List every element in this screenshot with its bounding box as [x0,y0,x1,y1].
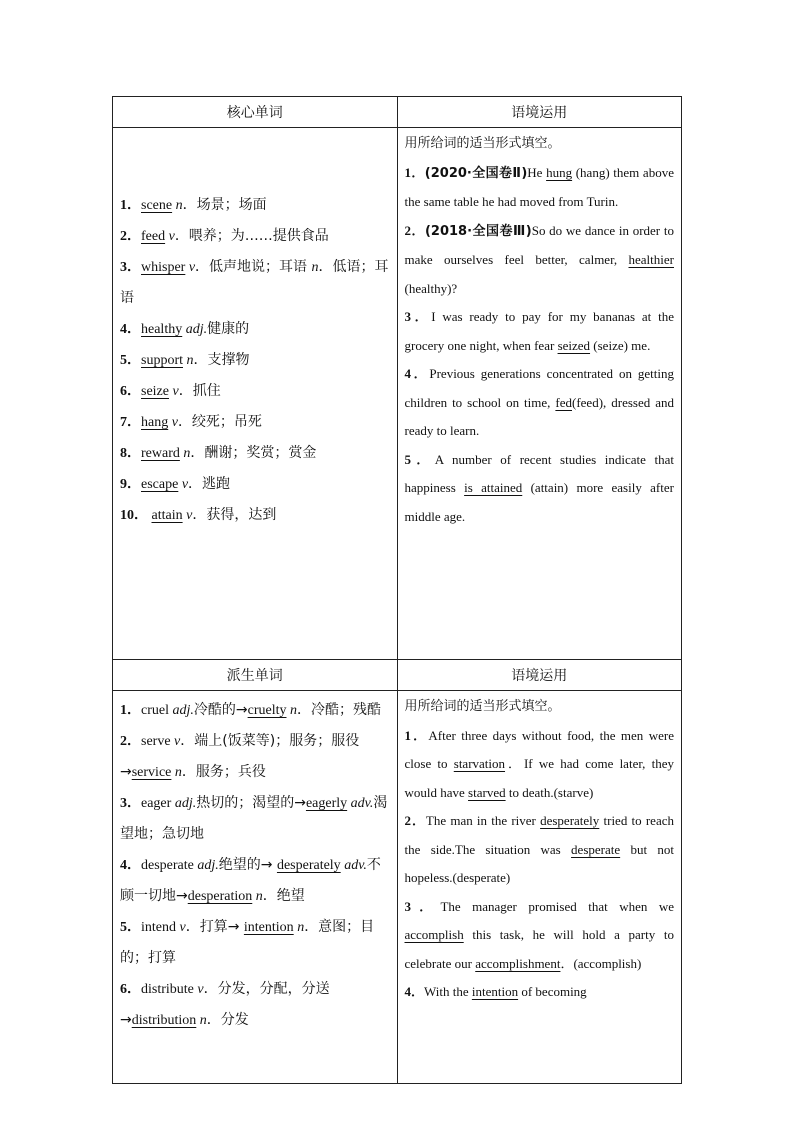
base-word: serve [141,734,175,749]
exercise-sentence [405,893,675,979]
definition: ．支撑物 [193,352,250,368]
definition: 冷酷的→ [193,702,248,718]
sentence-text: A number of recent studies indicate that happiness [404,451,674,495]
definition: ．意图；目的；打算 [120,919,375,966]
item-number: 9． [120,477,141,492]
answer-blank: desperation [187,889,253,904]
item-number: 5． [120,920,141,935]
item-number: 4． [120,322,141,337]
part-of-speech: v [188,260,196,275]
answer-blank: fed [555,394,572,410]
part-of-speech: adj. [174,796,197,811]
derived-word-item [120,726,390,788]
item-number: 4． [120,858,141,873]
part-of-speech: n [186,353,194,368]
sentence-text: He [527,164,547,180]
core-word-item [120,469,390,500]
definition: ．服务；兵役 [181,764,266,780]
item-number: 5． [120,353,141,368]
part-of-speech: v [168,229,175,244]
answer-blank: support [141,353,183,368]
part-of-speech: v [171,415,178,430]
base-word: cruel [141,703,173,718]
core-word-item [120,500,390,531]
core-words-cell [113,128,398,660]
exercise-sentence [405,217,675,304]
definition: 健康的 [207,321,250,337]
part-of-speech: n [297,920,305,935]
exercise-sentence [405,360,675,446]
sentence-text: With the [424,984,472,999]
answer-blank: starvation [453,756,506,771]
part-of-speech: adj. [197,858,219,873]
definition: ．打算→ [185,919,244,935]
definition: ．绝望 [262,888,305,904]
core-word-item [120,314,390,345]
answer-blank: healthier [628,252,674,267]
answer-blank: feed [141,229,166,244]
definition: ．低语；耳语 [120,259,389,306]
item-number: 7． [120,415,141,430]
core-word-item [120,221,390,252]
core-word-item [120,190,390,221]
sentence-text: ．If we had come later, they would have [404,756,674,800]
header-core-words: 核心单词 [113,97,398,128]
definition: ．获得，达到 [192,507,277,523]
definition: 不顾一切地→ [120,857,381,904]
part-of-speech: n [199,1013,207,1028]
part-of-speech: adj. [172,703,194,718]
core-word-item [120,376,390,407]
part-of-speech: v [181,477,189,492]
definition: ．分发，分配，分送→ [120,981,330,1028]
sentence-text: (feed), dressed and ready to learn. [404,394,674,438]
answer-blank: distribution [131,1013,197,1028]
exercise-sentence [405,978,675,1007]
sentence-text: The man in the river [425,813,541,828]
answer-blank: scene [141,198,173,213]
item-number: 3． [404,898,441,914]
answer-blank: seize [141,384,169,399]
header-derived-words: 派生单词 [113,660,398,691]
base-word: distribute [141,982,198,997]
definition: ．绞死；吊死 [177,414,262,430]
sentence-text: (attain) more easily after middle age. [404,480,674,524]
answer-blank: accomplish [404,927,464,942]
item-number: 1． [404,727,429,743]
sentence-text: So do we dance in order to make ourselves feel better, calmer, [404,222,674,267]
answer-blank: attain [151,508,183,523]
answer-blank: eagerly [305,796,348,811]
definition: ．低声地说；耳语 [195,259,312,275]
part-of-speech: adv. [350,796,374,811]
vocabulary-table [112,96,682,1084]
instruction: 用所给词的适当形式填空。 [404,136,561,151]
sentence-text: but not hopeless.(desperate) [404,841,674,885]
derived-word-item [120,974,390,1036]
sentence-text: After three days without food, the men were close to [404,727,674,771]
core-word-item [120,407,390,438]
definition: ．冷酷；残酷 [296,702,381,718]
answer-blank: desperate [571,841,621,857]
sentence-text: to death.(starve) [505,784,594,800]
answer-blank: intention [471,984,519,999]
item-number: 3． [120,260,141,275]
item-number: 3． [120,796,141,811]
definition: ．逃跑 [188,476,231,492]
source-tag: (2020·全国卷Ⅱ) [424,165,528,181]
item-number: 6． [120,982,141,997]
context-usage-cell [397,128,682,660]
base-word: intend [141,920,180,935]
base-word: eager [141,796,175,811]
sentence-text: Previous generations concentrated on getting children to school on time, [404,366,674,410]
answer-blank: desperately [276,858,341,873]
definition: 渴望地；急切地 [120,795,388,842]
part-of-speech: v [172,384,179,399]
header-context-usage-2: 语境运用 [397,660,682,691]
derived-word-item [120,695,390,726]
item-number: 2． [404,813,426,828]
item-number: 5． [404,451,435,467]
item-number: 2． [120,734,141,749]
answer-blank: hung [546,164,573,180]
answer-blank: accomplishment [475,955,561,971]
sentence-text: The manager promised that when we [440,898,674,914]
answer-blank: service [131,765,172,780]
item-number: 4． [404,366,430,381]
context-usage-cell-2 [397,691,682,1084]
core-word-item [120,345,390,376]
derived-words-cell [113,691,398,1084]
derived-word-item [120,912,390,974]
sentence-text: tried to reach the side.The situation was [404,813,674,857]
answer-blank: reward [141,446,180,461]
item-number: 4． [404,984,425,999]
answer-blank: whisper [141,260,186,275]
base-word: desperate [141,858,198,873]
definition: ．酬谢；奖赏；赏金 [190,445,317,461]
core-word-item [120,252,390,314]
exercise-sentence [405,807,675,893]
sentence-text: (healthy)? [404,280,458,296]
answer-blank: desperately [540,813,600,828]
definition: 绝望的→ [218,857,277,873]
sentence-text: (hang) them above the same table he had moved from Turin. [404,164,674,209]
sentence-text: (seize) me. [590,337,651,353]
answer-blank: is attained [464,480,523,495]
answer-blank: escape [141,477,179,492]
part-of-speech: adj. [185,322,208,337]
definition: ．抓住 [178,383,221,399]
exercise-sentence [405,446,675,532]
answer-blank: intention [243,920,294,935]
item-number: 3． [404,309,432,324]
definition: ．端上(饭菜等)；服务；服役→ [120,733,360,780]
source-tag: (2018·全国卷Ⅲ) [424,223,532,239]
part-of-speech: n [175,198,183,213]
answer-blank: hang [141,415,169,430]
item-number: 1． [120,703,141,718]
part-of-speech: n [255,889,263,904]
answer-blank: seized [557,337,591,353]
part-of-speech: v [186,508,193,523]
answer-blank: starved [468,784,506,800]
derived-word-item [120,788,390,850]
exercise-sentence [405,159,675,217]
part-of-speech: n [174,765,182,780]
definition: ．喂养；为……提供食品 [174,228,329,244]
item-number: 6． [120,384,141,399]
part-of-speech: v [197,982,204,997]
item-number: 8． [120,446,141,461]
item-number: 1． [120,198,141,213]
part-of-speech: n [183,446,191,461]
answer-blank: healthy [141,322,183,337]
definition: ．分发 [206,1012,249,1028]
item-number: 10． [120,508,148,523]
derived-word-item [120,850,390,912]
sentence-text: ．(accomplish) [560,955,642,971]
item-number: 2． [120,229,141,244]
sentence-text: this task, he will hold a party to celebrate our [404,927,674,971]
part-of-speech: n [311,260,319,275]
sentence-text: of becoming [518,984,587,999]
header-context-usage: 语境运用 [397,97,682,128]
part-of-speech: adv. [344,858,367,873]
item-number: 1． [404,164,425,180]
exercise-sentence [405,303,675,360]
core-word-item [120,438,390,469]
instruction: 用所给词的适当形式填空。 [404,699,561,714]
definition: 热切的；渴望的→ [196,795,306,811]
part-of-speech: n [289,703,297,718]
item-number: 2． [404,222,425,238]
definition: ．场景；场面 [182,197,267,213]
sentence-text: I was ready to pay for my bananas at the grocery one night, when fear [404,309,674,353]
exercise-sentence [405,722,675,808]
part-of-speech: v [174,734,181,749]
part-of-speech: v [179,920,186,935]
answer-blank: cruelty [247,703,287,718]
